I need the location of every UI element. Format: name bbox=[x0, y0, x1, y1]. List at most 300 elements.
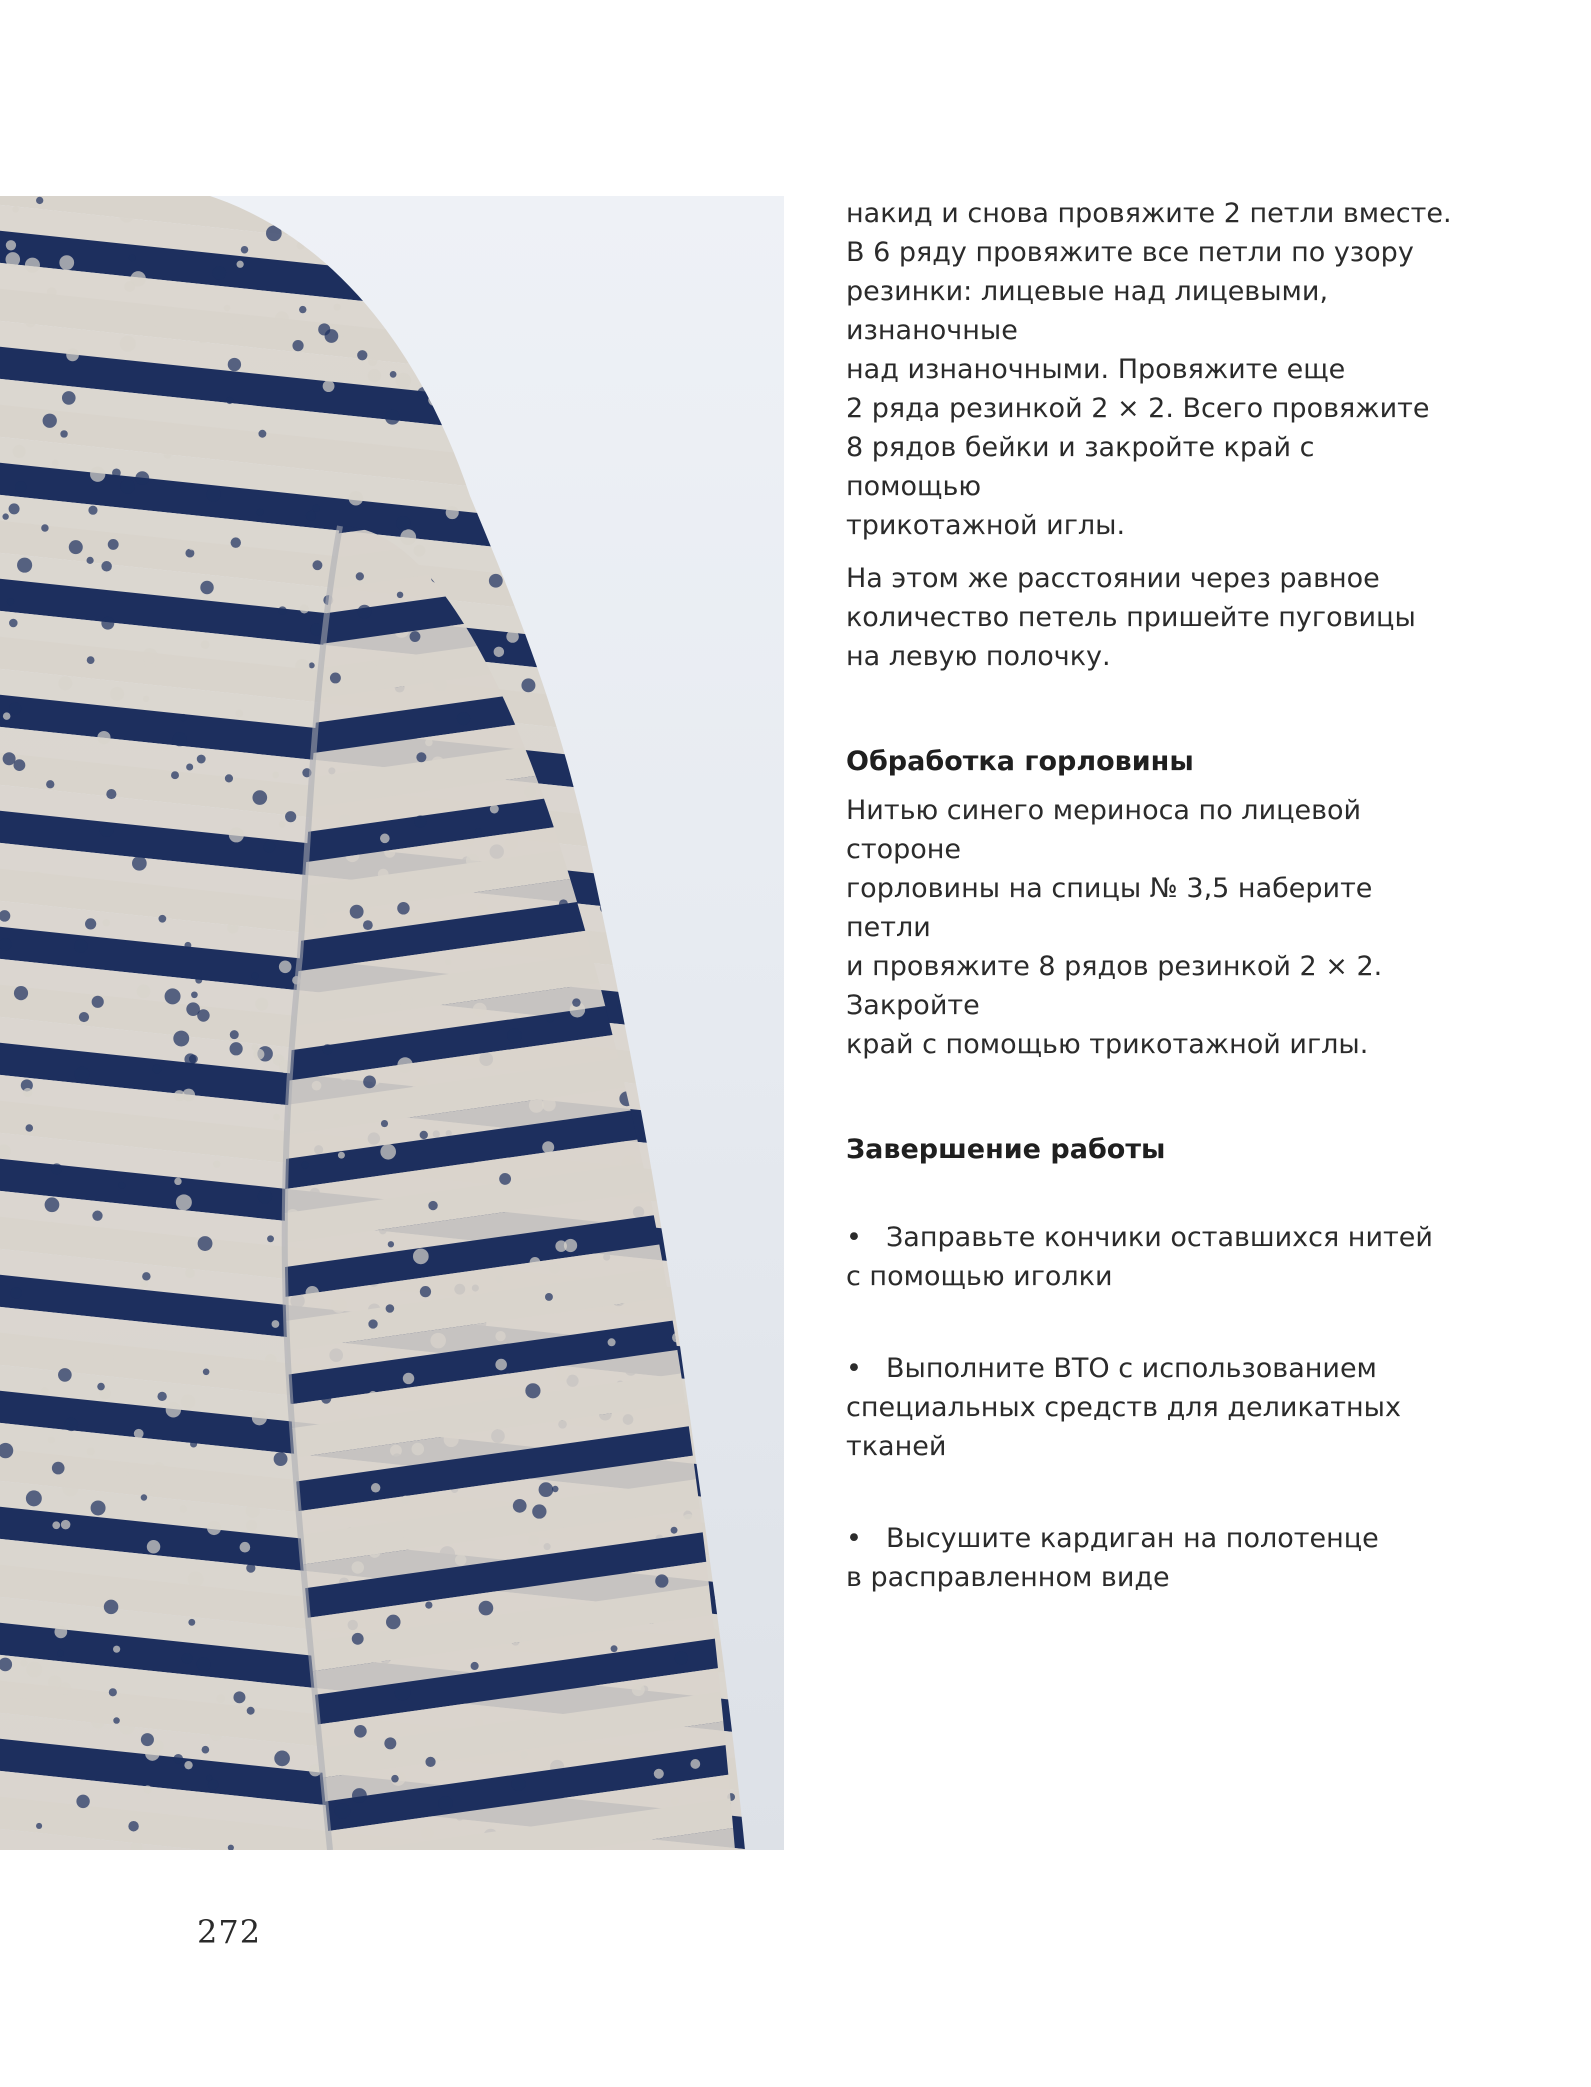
knit-speckle bbox=[309, 662, 315, 668]
knit-speckle bbox=[195, 977, 202, 984]
knit-speckle bbox=[197, 755, 206, 764]
knit-speckle bbox=[184, 942, 191, 949]
knit-speckle bbox=[274, 1452, 288, 1466]
knit-speckle bbox=[266, 225, 282, 241]
knit-speckle bbox=[189, 1055, 198, 1064]
knit-speckle bbox=[62, 391, 76, 405]
knit-speckle bbox=[285, 811, 296, 822]
knit-speckle bbox=[226, 397, 233, 404]
knit-speckle bbox=[400, 529, 416, 545]
knit-speckle bbox=[403, 1373, 414, 1384]
knit-speckle bbox=[354, 1725, 367, 1738]
knit-speckle bbox=[87, 557, 94, 564]
knit-speckle bbox=[517, 554, 525, 562]
knit-speckle bbox=[380, 1144, 396, 1160]
knit-speckle bbox=[692, 762, 700, 770]
knit-speckle bbox=[539, 1482, 554, 1497]
knit-speckle bbox=[521, 678, 535, 692]
knit-speckle bbox=[6, 240, 16, 250]
knit-speckle bbox=[672, 1134, 681, 1143]
knit-speckle bbox=[9, 503, 20, 514]
knit-speckle bbox=[655, 1574, 668, 1587]
knit-speckle bbox=[52, 1521, 60, 1529]
knit-speckle bbox=[310, 623, 322, 635]
knit-speckle bbox=[182, 1653, 193, 1664]
knit-speckle bbox=[525, 1383, 540, 1398]
knit-speckle bbox=[628, 795, 636, 803]
knit-speckle bbox=[644, 462, 659, 477]
knit-speckle bbox=[132, 856, 147, 871]
knit-speckle bbox=[682, 870, 689, 877]
knit-speckle bbox=[338, 1152, 345, 1159]
knit-speckle bbox=[738, 1685, 747, 1694]
knit-speckle bbox=[748, 1350, 756, 1358]
knit-speckle bbox=[461, 427, 474, 440]
knit-speckle bbox=[388, 1241, 394, 1247]
knit-speckle bbox=[61, 1520, 71, 1530]
knit-speckle bbox=[390, 371, 397, 378]
knit-speckle bbox=[764, 201, 771, 208]
knit-speckle bbox=[198, 333, 208, 343]
knit-speckle bbox=[41, 524, 48, 531]
knit-speckle bbox=[87, 1447, 95, 1455]
knit-speckle bbox=[445, 959, 451, 965]
knit-speckle bbox=[636, 849, 648, 861]
knit-speckle bbox=[252, 1410, 267, 1425]
page-number: 272 bbox=[197, 1913, 262, 1951]
knit-speckle bbox=[57, 1650, 64, 1657]
knit-speckle bbox=[546, 1015, 553, 1022]
knit-speckle bbox=[16, 1698, 31, 1713]
knit-speckle bbox=[646, 486, 655, 495]
knit-speckle bbox=[230, 1030, 239, 1039]
knit-speckle bbox=[393, 873, 407, 887]
knit-speckle bbox=[198, 1236, 213, 1251]
knit-speckle bbox=[114, 1463, 129, 1478]
knit-speckle bbox=[36, 1823, 42, 1829]
knit-speckle bbox=[11, 1287, 22, 1298]
knit-speckle bbox=[85, 918, 96, 929]
knit-speckle bbox=[349, 491, 364, 506]
knit-speckle bbox=[654, 1769, 664, 1779]
knit-speckle bbox=[665, 1024, 679, 1038]
knit-speckle bbox=[47, 1222, 56, 1231]
knit-speckle bbox=[552, 1486, 558, 1492]
knit-speckle bbox=[738, 1164, 747, 1173]
knit-speckle bbox=[350, 905, 364, 919]
knit-speckle bbox=[397, 1057, 412, 1072]
knit-speckle bbox=[147, 1540, 160, 1553]
knit-speckle bbox=[110, 687, 124, 701]
knit-speckle bbox=[616, 418, 624, 426]
knit-speckle bbox=[506, 630, 518, 642]
knit-speckle bbox=[59, 255, 74, 270]
knit-speckle bbox=[672, 681, 688, 697]
knit-speckle bbox=[482, 1415, 497, 1430]
knit-speckle bbox=[45, 1197, 60, 1212]
knit-speckle bbox=[246, 1564, 255, 1573]
instructions-column bbox=[846, 194, 1456, 1611]
knit-speckle bbox=[518, 316, 531, 329]
knit-speckle bbox=[173, 1031, 189, 1047]
knit-speckle bbox=[219, 1023, 229, 1033]
knit-speckle bbox=[26, 1662, 42, 1678]
knit-speckle bbox=[764, 1048, 774, 1058]
knit-speckle bbox=[127, 1463, 141, 1477]
knit-speckle bbox=[24, 523, 35, 534]
knit-speckle bbox=[716, 796, 723, 803]
knit-speckle bbox=[626, 874, 633, 881]
knit-speckle bbox=[770, 207, 779, 216]
knit-speckle bbox=[247, 1015, 255, 1023]
knit-speckle bbox=[391, 1775, 399, 1783]
knit-speckle bbox=[755, 707, 763, 715]
knit-speckle bbox=[383, 278, 392, 287]
knit-speckle bbox=[286, 1209, 300, 1223]
knit-speckle bbox=[147, 1484, 158, 1495]
knit-speckle bbox=[58, 1368, 72, 1382]
knit-speckle bbox=[153, 1462, 164, 1473]
knit-speckle bbox=[455, 1554, 466, 1565]
knit-speckle bbox=[700, 446, 711, 457]
knit-speckle bbox=[737, 1669, 749, 1681]
knit-speckle bbox=[229, 827, 244, 842]
knit-speckle bbox=[495, 1359, 507, 1371]
knit-speckle bbox=[145, 657, 157, 669]
knit-speckle bbox=[687, 689, 699, 701]
knit-speckle bbox=[632, 1683, 645, 1696]
knit-speckle bbox=[233, 1691, 245, 1703]
knit-speckle bbox=[231, 537, 241, 547]
knit-speckle bbox=[720, 1612, 733, 1625]
knit-speckle bbox=[36, 197, 43, 204]
knit-speckle bbox=[475, 828, 482, 835]
knit-speckle bbox=[634, 658, 644, 668]
knit-speckle bbox=[76, 765, 82, 771]
knit-speckle bbox=[120, 208, 134, 222]
knit-speckle bbox=[761, 797, 774, 810]
knit-speckle bbox=[737, 691, 752, 706]
knit-speckle bbox=[688, 1087, 702, 1101]
knit-speckle bbox=[694, 1303, 704, 1313]
knit-speckle bbox=[208, 1780, 218, 1790]
knit-speckle bbox=[137, 985, 151, 999]
knit-speckle bbox=[528, 1535, 539, 1546]
knit-speckle bbox=[753, 786, 760, 793]
knit-speckle bbox=[557, 283, 573, 299]
knit-speckle bbox=[106, 1353, 114, 1361]
bullet-symbol: • bbox=[846, 1523, 862, 1554]
knit-speckle bbox=[513, 1499, 527, 1513]
knit-speckle bbox=[384, 1737, 396, 1749]
knit-speckle bbox=[566, 369, 580, 383]
knit-speckle bbox=[599, 688, 611, 700]
knit-speckle bbox=[762, 1254, 773, 1265]
knit-speckle bbox=[597, 723, 610, 736]
knit-speckle bbox=[610, 651, 623, 664]
knit-speckle bbox=[671, 1527, 678, 1534]
knit-speckle bbox=[17, 558, 32, 573]
knit-speckle bbox=[186, 1002, 200, 1016]
knit-speckle bbox=[143, 1785, 151, 1793]
knit-speckle bbox=[100, 823, 114, 837]
knit-speckle bbox=[749, 1044, 755, 1050]
knit-speckle bbox=[668, 671, 675, 678]
knit-speckle bbox=[615, 215, 629, 229]
knit-speckle bbox=[203, 1368, 210, 1375]
knit-speckle bbox=[264, 841, 276, 853]
knit-speckle bbox=[103, 919, 110, 926]
knit-speckle bbox=[689, 1385, 705, 1401]
knit-speckle bbox=[705, 702, 717, 714]
knit-speckle bbox=[426, 389, 434, 397]
knit-speckle bbox=[141, 1494, 147, 1500]
knit-speckle bbox=[507, 1028, 522, 1043]
knit-speckle bbox=[246, 1504, 260, 1518]
knit-speckle bbox=[396, 373, 412, 389]
knit-speckle bbox=[240, 1542, 251, 1553]
knit-speckle bbox=[120, 336, 136, 352]
knit-speckle bbox=[521, 451, 533, 463]
knit-speckle bbox=[9, 702, 21, 714]
knit-speckle bbox=[717, 403, 727, 413]
knit-speckle bbox=[755, 326, 769, 340]
knit-speckle bbox=[748, 1592, 755, 1599]
knit-speckle bbox=[769, 1220, 776, 1227]
knit-speckle bbox=[744, 728, 754, 738]
knit-speckle bbox=[289, 1715, 303, 1729]
knit-speckle bbox=[653, 607, 662, 616]
knit-speckle bbox=[446, 506, 459, 519]
knit-speckle bbox=[237, 261, 244, 268]
knit-speckle bbox=[654, 1176, 665, 1187]
knit-speckle bbox=[417, 387, 430, 400]
knit-speckle bbox=[586, 406, 594, 414]
knit-speckle bbox=[564, 1239, 577, 1252]
knit-speckle bbox=[611, 1645, 618, 1652]
knit-speckle bbox=[20, 1660, 27, 1667]
knit-speckle bbox=[698, 1133, 705, 1140]
knit-speckle bbox=[773, 1118, 784, 1129]
knit-speckle bbox=[524, 786, 536, 798]
knit-speckle bbox=[454, 250, 465, 261]
knit-speckle bbox=[491, 399, 498, 406]
knit-speckle bbox=[6, 252, 21, 267]
knit-speckle bbox=[616, 275, 625, 284]
knit-speckle bbox=[109, 1688, 117, 1696]
knit-speckle bbox=[190, 1440, 197, 1447]
knit-speckle bbox=[688, 748, 695, 755]
knit-speckle bbox=[323, 380, 335, 392]
knit-speckle bbox=[594, 349, 602, 357]
knit-speckle bbox=[622, 1398, 636, 1412]
knit-speckle bbox=[13, 759, 25, 771]
knit-speckle bbox=[457, 712, 470, 725]
knit-speckle bbox=[396, 516, 410, 530]
knit-speckle bbox=[253, 1049, 264, 1060]
knit-speckle bbox=[306, 511, 316, 521]
knit-speckle bbox=[43, 414, 57, 428]
knit-speckle bbox=[278, 606, 286, 614]
knit-speckle bbox=[312, 560, 322, 570]
knit-speckle bbox=[112, 469, 121, 478]
knit-speckle bbox=[79, 1012, 89, 1022]
knit-speckle bbox=[760, 482, 774, 496]
knit-speckle bbox=[686, 955, 694, 963]
knit-speckle bbox=[410, 631, 421, 642]
knit-speckle bbox=[87, 1587, 101, 1601]
knit-speckle bbox=[504, 339, 515, 350]
knit-speckle bbox=[750, 619, 764, 633]
knit-speckle bbox=[97, 731, 110, 744]
knit-speckle bbox=[516, 196, 527, 206]
knit-speckle bbox=[212, 266, 226, 280]
knit-speckle bbox=[759, 736, 765, 742]
knit-speckle bbox=[188, 541, 197, 550]
knit-speckle bbox=[414, 660, 423, 669]
bullet-symbol: • bbox=[846, 1222, 862, 1253]
knit-speckle bbox=[488, 431, 503, 446]
list-item-text: Высушите кардиган на полотенце в расправленном виде bbox=[846, 1523, 1379, 1593]
knit-speckle bbox=[675, 1651, 688, 1664]
knit-speckle bbox=[682, 1280, 696, 1294]
knit-speckle bbox=[313, 505, 320, 512]
knit-speckle bbox=[766, 1267, 778, 1279]
knit-speckle bbox=[511, 1777, 525, 1791]
knit-speckle bbox=[725, 822, 735, 832]
knit-speckle bbox=[501, 1746, 508, 1753]
knit-speckle bbox=[124, 281, 135, 292]
knit-speckle bbox=[197, 1657, 211, 1671]
paragraph-neckline: Нитью синего мериноса по лицевой стороне горловины на спицы № 3,5 наберите петли и провяжите 8 рядов резинкой 2 × 2. Закройте край с помощью трикотажной иглы. bbox=[846, 795, 1383, 1060]
knit-speckle bbox=[610, 611, 617, 618]
knit-speckle bbox=[749, 1438, 765, 1454]
knit-speckle bbox=[737, 722, 746, 731]
knit-speckle bbox=[145, 1746, 160, 1761]
knit-speckle bbox=[41, 1387, 48, 1394]
knit-speckle bbox=[369, 1391, 378, 1400]
knit-speckle bbox=[527, 1729, 535, 1737]
knit-speckle bbox=[74, 1067, 89, 1082]
knit-speckle bbox=[48, 1675, 62, 1689]
knit-speckle bbox=[31, 871, 44, 884]
knit-speckle bbox=[743, 402, 750, 409]
knit-speckle bbox=[412, 1443, 425, 1456]
knit-speckle bbox=[635, 591, 650, 606]
knit-speckle bbox=[74, 939, 88, 953]
knit-speckle bbox=[380, 834, 390, 844]
sweater-photo bbox=[0, 196, 784, 1850]
knit-speckle bbox=[565, 722, 571, 728]
knit-speckle bbox=[530, 1257, 541, 1268]
knit-speckle bbox=[772, 1738, 783, 1749]
knit-speckle bbox=[577, 475, 590, 488]
knit-speckle bbox=[559, 291, 572, 304]
knit-speckle bbox=[500, 553, 511, 564]
knit-speckle bbox=[152, 313, 166, 327]
knit-speckle bbox=[699, 1038, 710, 1049]
knit-speckle bbox=[510, 206, 516, 212]
knit-speckle bbox=[754, 1212, 765, 1223]
knit-speckle bbox=[25, 258, 40, 273]
knit-speckle bbox=[9, 619, 18, 628]
knit-speckle bbox=[246, 1520, 257, 1531]
knit-speckle bbox=[210, 1728, 222, 1740]
knit-speckle bbox=[765, 738, 780, 753]
knit-speckle bbox=[678, 475, 690, 487]
knit-speckle bbox=[763, 1780, 778, 1795]
knit-speckle bbox=[386, 1304, 395, 1313]
knit-speckle bbox=[157, 1392, 166, 1401]
knit-speckle bbox=[292, 340, 303, 351]
knit-speckle bbox=[759, 665, 766, 672]
knit-speckle bbox=[272, 1320, 280, 1328]
knit-speckle bbox=[760, 486, 767, 493]
knit-speckle bbox=[180, 714, 187, 721]
knit-speckle bbox=[390, 299, 397, 306]
knit-speckle bbox=[479, 1601, 494, 1616]
knit-speckle bbox=[52, 460, 59, 467]
knit-speckle bbox=[386, 1615, 401, 1630]
knit-speckle bbox=[35, 773, 44, 782]
knit-speckle bbox=[26, 1124, 34, 1132]
knit-speckle bbox=[694, 595, 707, 608]
knit-speckle bbox=[152, 1064, 161, 1073]
knit-speckle bbox=[749, 364, 760, 375]
knit-speckle bbox=[723, 297, 729, 303]
knit-speckle bbox=[330, 673, 341, 684]
knit-speckle bbox=[627, 409, 637, 419]
knit-speckle bbox=[414, 545, 426, 557]
knit-speckle bbox=[620, 276, 626, 282]
knit-speckle bbox=[104, 1600, 119, 1615]
knit-speckle bbox=[371, 1483, 380, 1492]
knit-speckle bbox=[608, 1338, 616, 1346]
knit-speckle bbox=[589, 725, 600, 736]
paragraph-buttons: На этом же расстоянии через равное количество петель пришейте пуговицы на левую полочку. bbox=[846, 563, 1416, 672]
knit-speckle bbox=[665, 361, 680, 376]
knit-speckle bbox=[275, 311, 289, 325]
knit-speckle bbox=[224, 305, 230, 311]
knit-speckle bbox=[521, 197, 529, 205]
knit-speckle bbox=[363, 1075, 376, 1088]
knit-speckle bbox=[516, 251, 529, 264]
knit-speckle bbox=[687, 406, 694, 413]
knit-speckle bbox=[279, 821, 286, 828]
knit-speckle bbox=[473, 311, 487, 325]
knit-speckle bbox=[478, 400, 486, 408]
knit-speckle bbox=[66, 349, 79, 362]
knit-speckle bbox=[732, 1329, 740, 1337]
knit-speckle bbox=[143, 696, 149, 702]
knit-speckle bbox=[753, 898, 765, 910]
knit-speckle bbox=[600, 903, 610, 913]
knit-speckle bbox=[737, 734, 750, 747]
list-item bbox=[846, 1179, 1456, 1296]
knit-speckle bbox=[704, 1350, 718, 1364]
knit-speckle bbox=[369, 1546, 381, 1558]
knit-speckle bbox=[352, 1788, 367, 1803]
knit-speckle bbox=[727, 196, 737, 205]
paragraph-continuation: накид и снова провяжите 2 петли вместе. В 6 ряду провяжите все петли по узору резинки: лицевые над лицевыми, изнаночные над изнаночными. Провяжите еще 2 ряда резинкой 2 × 2. Всего провяжите 8 рядов бейки и закройте край с помощью трикотажной иглы. bbox=[846, 198, 1452, 541]
knit-speckle bbox=[400, 994, 413, 1007]
knit-speckle bbox=[571, 652, 587, 668]
knit-speckle bbox=[213, 1161, 220, 1168]
knit-speckle bbox=[129, 254, 136, 261]
knit-speckle bbox=[663, 244, 669, 250]
knit-speckle bbox=[166, 1402, 181, 1417]
knit-speckle bbox=[241, 246, 249, 254]
